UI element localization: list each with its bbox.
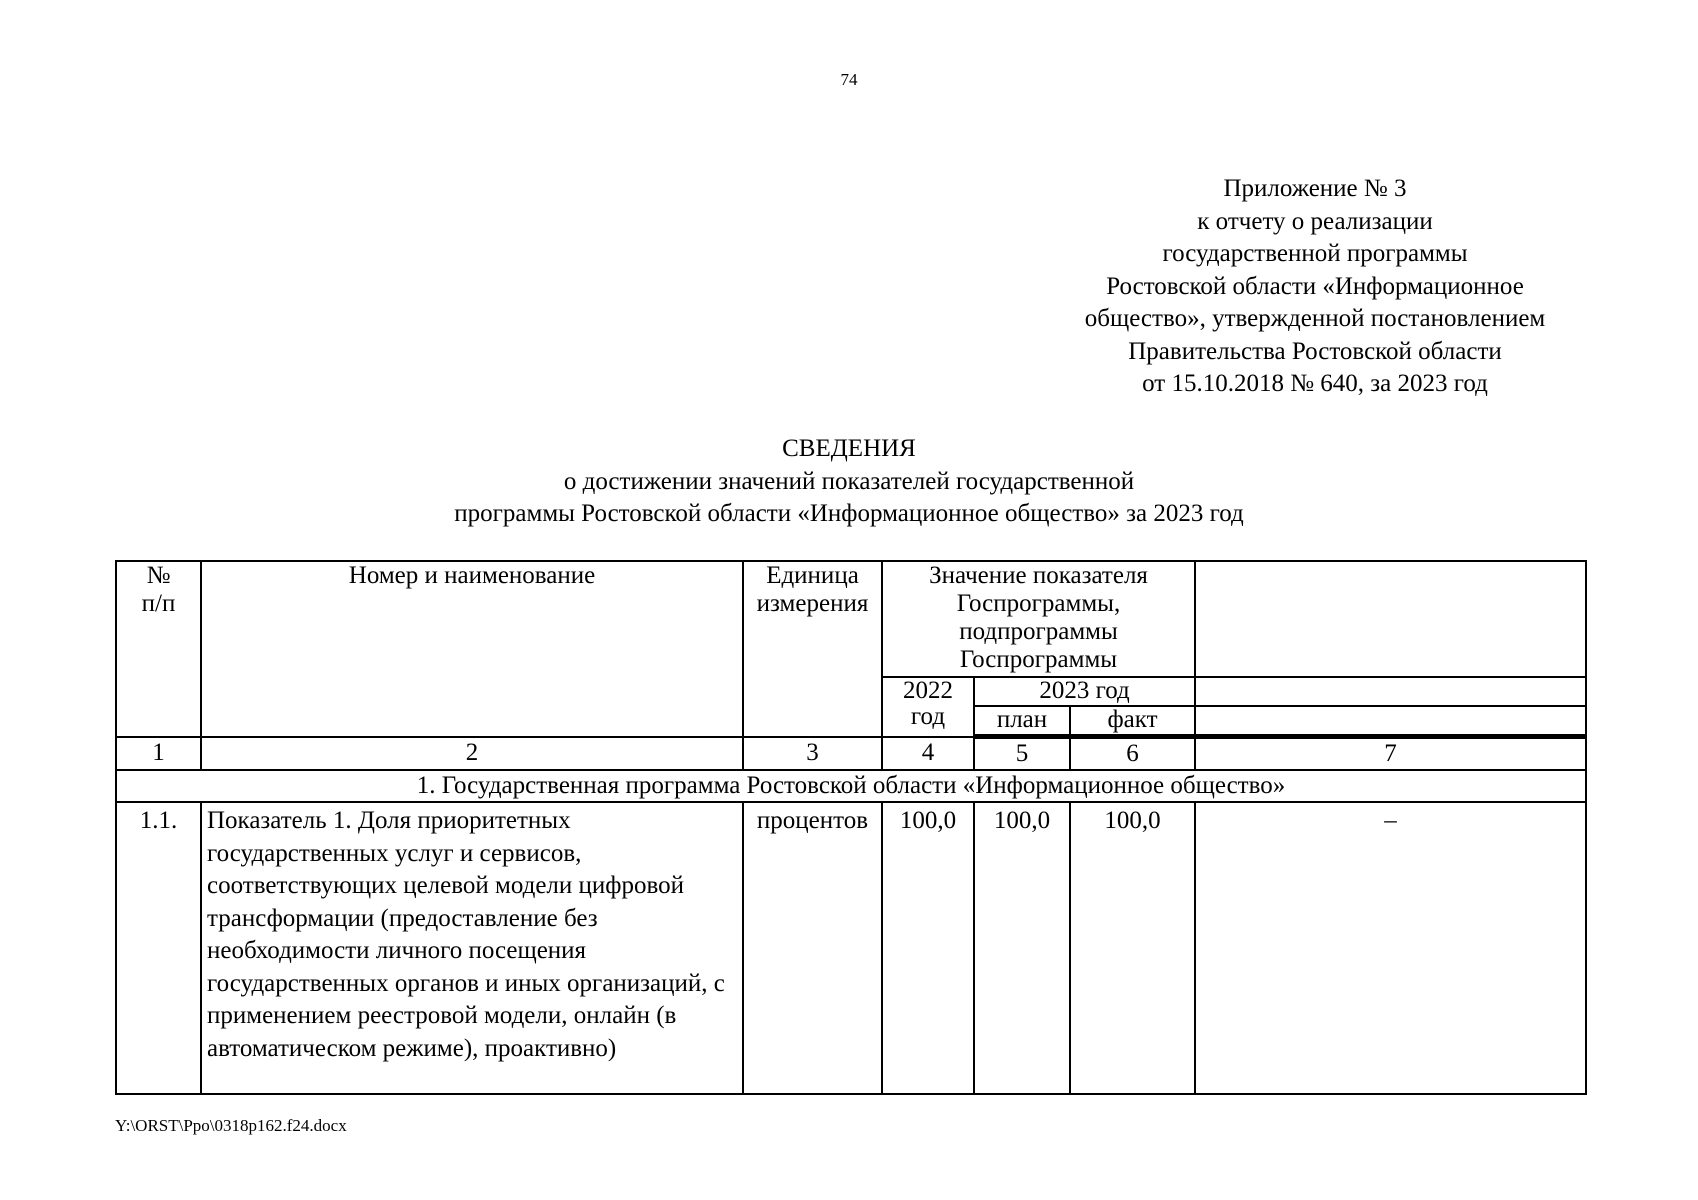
column-number-row [116, 737, 1586, 771]
header-value-group: Значение показателя Госпрограммы, подпрограммы Госпрограммы [882, 561, 1195, 677]
header-unit-line2: измерения [756, 590, 869, 617]
appendix-line: к отчету о реализации [1197, 207, 1433, 235]
header-col7 [1195, 561, 1586, 677]
appendix-line: Ростовской области «Информационное [1106, 272, 1524, 300]
table-header-row [116, 561, 1586, 677]
row-plan-2023: 100,0 [974, 802, 1070, 1094]
header-2022 [882, 677, 974, 737]
header-num-line1: № [146, 562, 171, 589]
appendix-line: государственной программы [1162, 240, 1468, 267]
row-num: 1.1. [116, 802, 201, 1094]
row-fact-2023: 100,0 [1070, 802, 1195, 1094]
section-row [116, 770, 1586, 802]
table-row [116, 802, 1586, 1094]
row-unit: процентов [743, 802, 882, 1094]
page-number: 74 [840, 70, 858, 89]
header-2022-line2: год [910, 703, 946, 730]
column-number: 5 [974, 737, 1070, 771]
document-heading [0, 433, 1698, 531]
column-number: 3 [743, 737, 882, 771]
header-col7-empty [1195, 706, 1586, 737]
header-num [116, 561, 201, 737]
header-col7-empty [1195, 677, 1586, 706]
row-value-2022: 100,0 [882, 802, 974, 1094]
column-number: 1 [116, 737, 201, 771]
document-subtitle-line: программы Ростовской области «Информационное общество» за 2023 год [454, 500, 1244, 527]
row-col7: – [1195, 802, 1586, 1094]
header-name: Номер и наименование [201, 561, 743, 737]
header-unit-line1: Единица [766, 562, 859, 589]
appendix-block [1040, 173, 1590, 401]
appendix-line: Правительства Ростовской области [1128, 337, 1502, 365]
header-2023: 2023 год [974, 677, 1195, 706]
indicators-table [115, 560, 1587, 1095]
appendix-line: общество», утвержденной постановлением [1084, 305, 1546, 332]
header-fact: факт [1070, 706, 1195, 737]
column-number: 4 [882, 737, 974, 771]
appendix-line: Приложение № 3 [1223, 175, 1407, 202]
header-num-line2: п/п [141, 590, 176, 617]
appendix-line: от 15.10.2018 № 640, за 2023 год [1142, 370, 1488, 397]
file-path-footer: Y:\ORST\Ppo\0318p162.f24.docx [115, 1116, 347, 1135]
header-2022-line1: 2022 [903, 677, 953, 704]
section-title: 1. Государственная программа Ростовской области «Информационное общество» [116, 770, 1586, 802]
document-subtitle-line: о достижении значений показателей государственной [563, 467, 1135, 495]
header-unit [743, 561, 882, 737]
column-number: 7 [1195, 737, 1586, 771]
column-number: 2 [201, 737, 743, 771]
row-indicator-name: Показатель 1. Доля приоритетных государственных услуг и сервисов, соответствующих целевой модели цифровой трансформации (предоставление без необходимости личного посещения государственных органов и иных организаций, с применением реестровой модели, онлайн (в автоматическом режиме), проактивно) [201, 802, 743, 1094]
document-title: СВЕДЕНИЯ [782, 435, 916, 462]
column-number: 6 [1070, 737, 1195, 771]
header-plan: план [974, 706, 1070, 737]
